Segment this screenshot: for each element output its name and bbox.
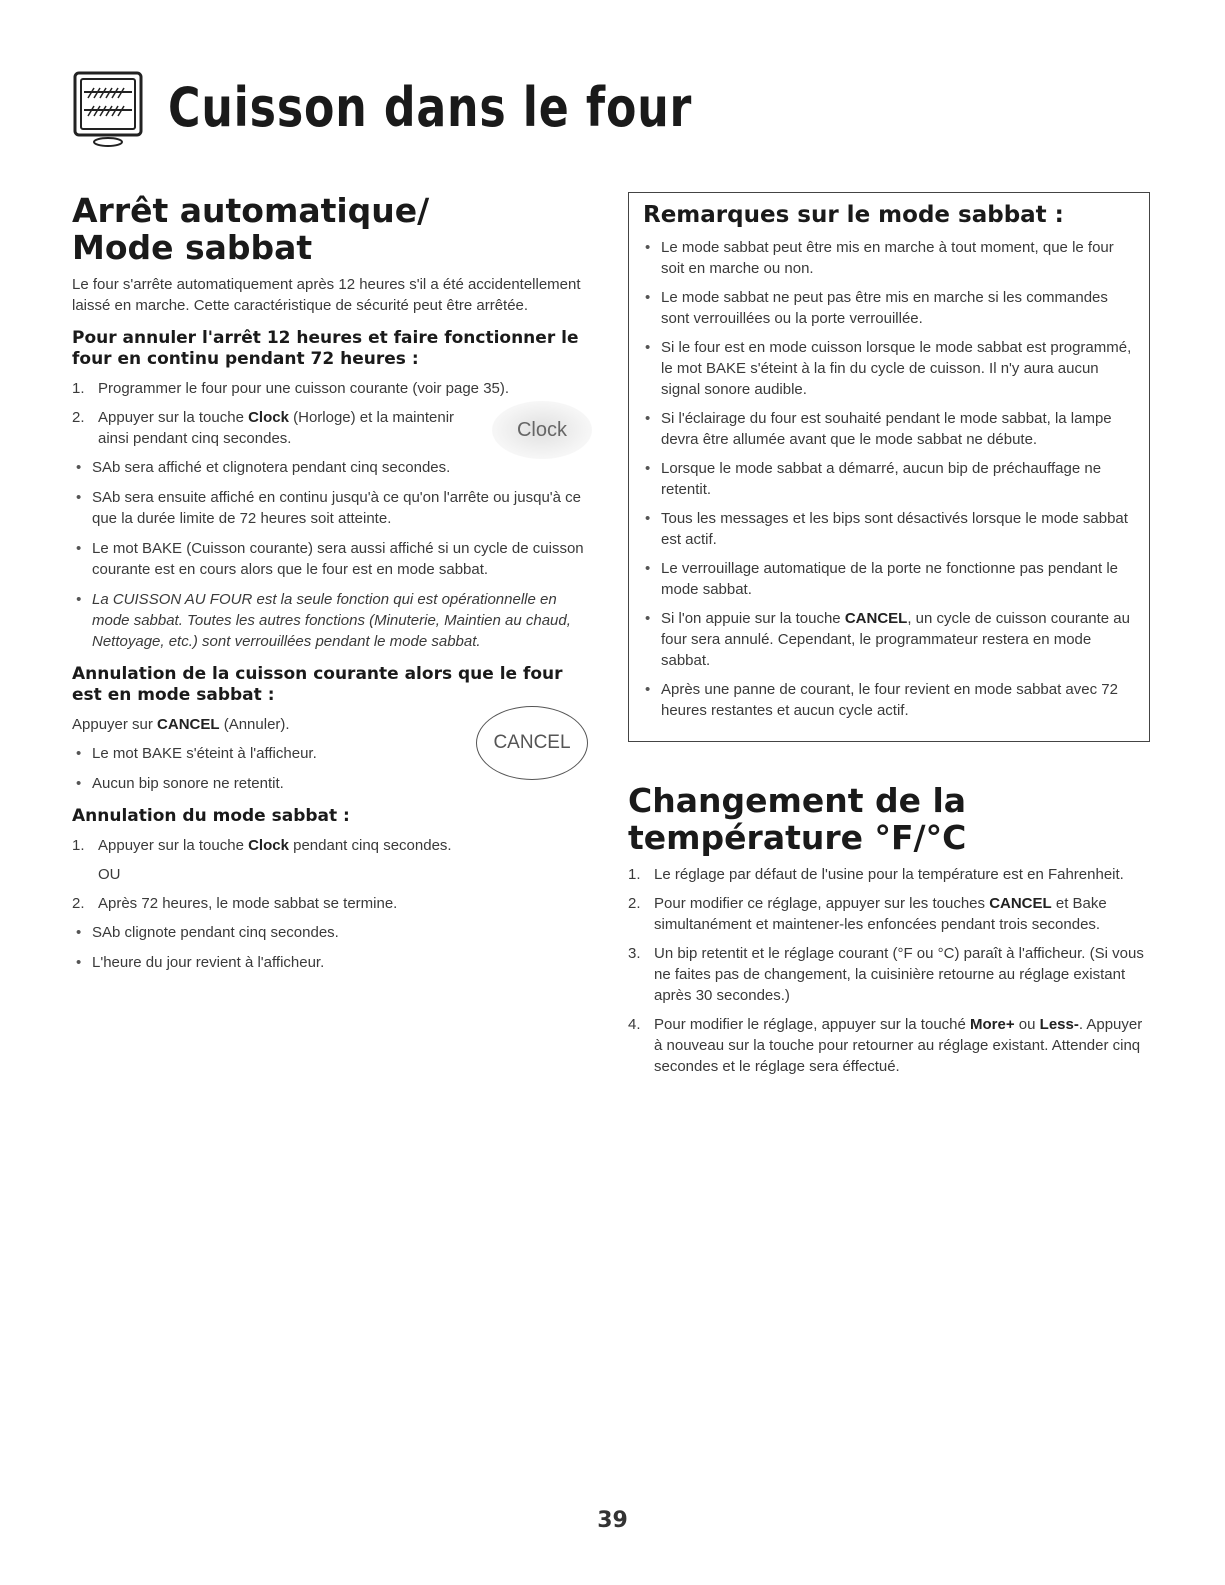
list-item: • Si le four est en mode cuisson lorsque le mode sabbat est programmé, le mot BAKE s'éteint à la fin du cycle de cuisson. Il n'y aura aucun signal sonore audible. bbox=[643, 337, 1135, 400]
list-item: • Aucun bip sonore ne retentit. bbox=[72, 773, 592, 794]
cancel-text-b: (Annuler). bbox=[219, 716, 290, 733]
list-item: • Le mot BAKE (Cuisson courante) sera aussi affiché si un cycle de cuisson courante est en cours alors que le four est en mode sabbat. bbox=[72, 538, 592, 580]
cancel-key-text: CANCEL bbox=[844, 610, 908, 627]
step-number: 1. bbox=[72, 837, 85, 854]
step-text-b: . Appuyer à nouveau sur la touche pour retourner au réglage existant. Attender cinq secondes et le réglage sera éffectué. bbox=[654, 1016, 1143, 1075]
temperature-section bbox=[628, 782, 1152, 1077]
step-text-a: Pour modifier le réglage, appuyer sur la touché bbox=[654, 1016, 971, 1033]
bullets-list-3 bbox=[72, 922, 592, 973]
clock-key-text: Clock bbox=[248, 837, 289, 854]
step-number: 1. bbox=[72, 380, 85, 397]
notes-title: Remarques sur le mode sabbat : bbox=[643, 202, 1064, 228]
clock-key-text: Clock bbox=[248, 409, 289, 426]
list-item: • L'heure du jour revient à l'afficheur. bbox=[72, 952, 592, 973]
step-item bbox=[628, 943, 1152, 1006]
bullets-list-1 bbox=[72, 457, 592, 652]
page-title: Cuisson dans le four bbox=[168, 76, 693, 139]
step-item bbox=[628, 1014, 1152, 1077]
clock-button-label: Clock bbox=[516, 418, 567, 441]
step-number: 2. bbox=[72, 895, 85, 912]
step-number: 4. bbox=[628, 1016, 641, 1033]
list-item: • Le mot BAKE s'éteint à l'afficheur. bbox=[72, 743, 592, 764]
section-title-line-2: Mode sabbat bbox=[72, 228, 313, 267]
step-number: 2. bbox=[628, 895, 641, 912]
more-key-text: More+ bbox=[970, 1016, 1015, 1033]
step-text-b: (Horloge) et la maintenir ainsi pendant cinq secondes. bbox=[98, 409, 455, 447]
section-title-line-1: Changement de la bbox=[628, 781, 967, 820]
page-number: 39 bbox=[597, 1508, 628, 1533]
step-text-b: et Bake simultanément et maintener-les enfoncées pendant trois secondes. bbox=[654, 895, 1107, 933]
note-text-b: , un cycle de cuisson courante au four sera annulé. Cependant, le programmateur restera en mode sabbat. bbox=[661, 610, 1130, 669]
subheading-cancel-bake: Annulation de la cuisson courante alors que le four est en mode sabbat : bbox=[72, 664, 563, 705]
cancel-instruction bbox=[72, 714, 592, 794]
less-key-text: Less- bbox=[1039, 1016, 1079, 1033]
cancel-button-label: CANCEL bbox=[493, 732, 571, 753]
section-title-temperature bbox=[628, 782, 1152, 856]
list-item: • SAb sera ensuite affiché en continu jusqu'à ce qu'on l'arrête ou jusqu'à ce que la durée limite de 72 heures soit atteinte. bbox=[72, 487, 592, 529]
left-column bbox=[72, 192, 592, 982]
section-title-line-1: Arrêt automatique/ bbox=[72, 191, 430, 230]
step-item bbox=[628, 893, 1152, 935]
italic-note: • La CUISSON AU FOUR est la seule fonction qui est opérationnelle en mode sabbat. Toutes les autres fonctions (Minuterie, Maintien au chaud, Nettoyage, etc.) sont verrouillées pendant le mode sabbat. bbox=[72, 589, 592, 652]
cancel-key-text: CANCEL bbox=[157, 716, 220, 733]
cancel-key-text: CANCEL bbox=[989, 895, 1052, 912]
step-item bbox=[72, 835, 592, 856]
step-text: Un bip retentit et le réglage courant (°F ou °C) paraît à l'afficheur. (Si vous ne faites pas de changement, la cuisinière retourne au réglage existant après 30 secondes.) bbox=[654, 945, 1144, 1004]
step-number: 2. bbox=[72, 409, 85, 426]
cancel-text-a: Appuyer sur bbox=[72, 716, 158, 733]
notes-list bbox=[643, 237, 1135, 721]
step-text-a: Pour modifier ce réglage, appuyer sur les touches bbox=[654, 895, 990, 912]
step-item bbox=[72, 378, 592, 399]
step-text: Le réglage par défaut de l'usine pour la température est en Fahrenheit. bbox=[654, 866, 1124, 883]
steps-list-2 bbox=[72, 835, 592, 914]
subheading-cancel-12h: Pour annuler l'arrêt 12 heures et faire fonctionner le four en continu pendant 72 heures : bbox=[72, 328, 579, 369]
clock-button-illustration bbox=[492, 401, 592, 459]
section-title-line-2: température °F/°C bbox=[628, 818, 967, 857]
step-number: 1. bbox=[628, 866, 641, 883]
step-text-a: Appuyer sur la touche bbox=[98, 409, 249, 426]
step-text-mid: ou bbox=[1014, 1016, 1040, 1033]
step-item bbox=[628, 864, 1152, 885]
step-text-b: pendant cinq secondes. bbox=[288, 837, 452, 854]
list-item: • Le mode sabbat ne peut pas être mis en marche si les commandes sont verrouillées ou la porte verrouillée. bbox=[643, 287, 1135, 329]
step-number: 3. bbox=[628, 945, 641, 962]
intro-paragraph: Le four s'arrête automatiquement après 12 heures s'il a été accidentellement laissé en marche. Cette caractéristique de sécurité peut être arrêtée. bbox=[72, 276, 581, 314]
step-text: Programmer le four pour une cuisson courante (voir page 35). bbox=[98, 380, 510, 397]
list-item: • Le verrouillage automatique de la porte ne fonctionne pas pendant le mode sabbat. bbox=[643, 558, 1135, 600]
section-title-sabbath bbox=[72, 192, 592, 266]
list-item: • Tous les messages et les bips sont désactivés lorsque le mode sabbat est actif. bbox=[643, 508, 1135, 550]
list-item: • SAb sera affiché et clignotera pendant cinq secondes. bbox=[72, 457, 592, 478]
list-item bbox=[643, 608, 1135, 671]
oven-icon bbox=[72, 70, 144, 150]
list-item: • Le mode sabbat peut être mis en marche à tout moment, que le four soit en marche ou non. bbox=[643, 237, 1135, 279]
list-item: • Lorsque le mode sabbat a démarré, aucun bip de préchauffage ne retentit. bbox=[643, 458, 1135, 500]
sabbath-notes-box bbox=[628, 192, 1150, 742]
subheading-cancel-sabbath: Annulation du mode sabbat : bbox=[72, 806, 350, 826]
list-item: • Après une panne de courant, le four revient en mode sabbat avec 72 heures restantes et aucun cycle actif. bbox=[643, 679, 1135, 721]
right-column bbox=[628, 192, 1152, 1085]
step-text-a: Appuyer sur la touche bbox=[98, 837, 249, 854]
steps-list-1 bbox=[72, 378, 592, 449]
or-text: OU bbox=[98, 866, 121, 883]
note-text-a: Si l'on appuie sur la touche bbox=[661, 610, 845, 627]
list-item: • SAb clignote pendant cinq secondes. bbox=[72, 922, 592, 943]
step-item bbox=[72, 893, 592, 914]
step-item bbox=[72, 407, 592, 449]
step-text: Après 72 heures, le mode sabbat se termine. bbox=[98, 895, 398, 912]
list-item: • Si l'éclairage du four est souhaité pendant le mode sabbat, la lampe devra être allumée avant que le mode sabbat ne débute. bbox=[643, 408, 1135, 450]
temperature-steps bbox=[628, 864, 1152, 1077]
or-item bbox=[72, 864, 592, 885]
